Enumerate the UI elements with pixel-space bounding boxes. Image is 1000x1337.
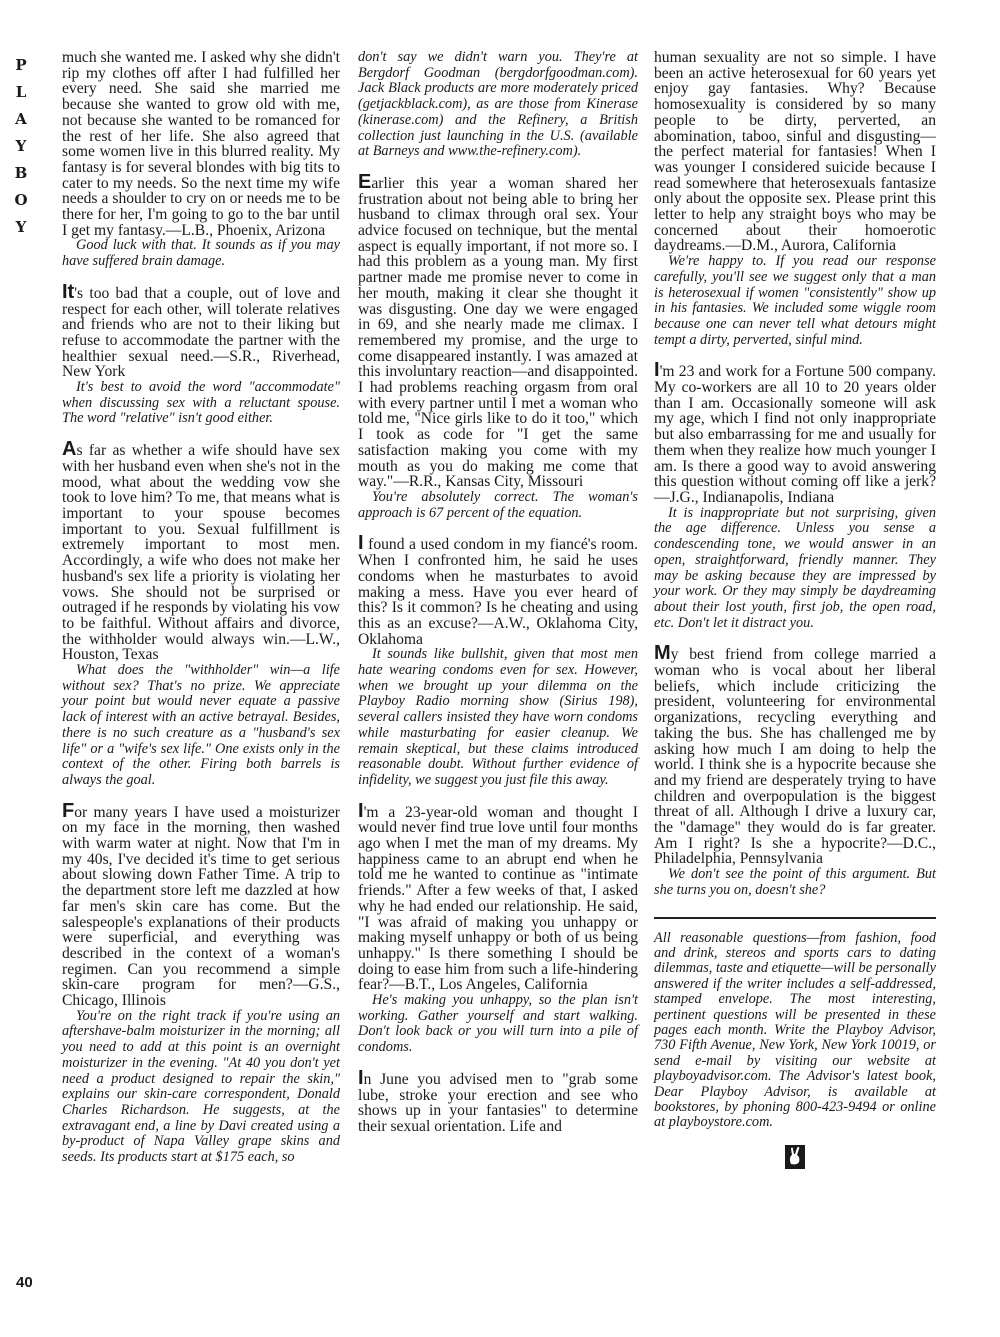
letter-text <box>62 280 340 381</box>
advisor-reply: You're on the right track if you're using an aftershave-balm moisturizer in the morning; all you need to add at this point is an overnight moisturizer in the evening. "At 40 you don't yet need a product designed to repair the skin," explains our skin-care correspondent, Donald Charles Richardson. He suggests, at the extravagant end, a line by Davi created using a by-product of Napa Valley grape skins and seeds. Its products start at $175 each, so <box>62 1007 340 1166</box>
letter-block <box>62 280 340 427</box>
advisor-reply: don't say we didn't warn you. They're at Bergdorf Goodman (bergdorfgoodman.com). Jack Black products are more moderately priced (getjackblack.com), as are those from Kinerase (kinerase.com) and the Refinery, a British collection just launching in the U.S. (available at Barneys and www.the-refinery.com). <box>358 49 638 160</box>
advisor-reply: He's making you unhappy, so the plan isn't working. Gather yourself and start walking. Don't look back or you will turn into a pile of condoms. <box>358 992 638 1056</box>
drop-letter: I <box>654 359 660 382</box>
letter-text <box>62 50 340 238</box>
drop-letter: F <box>62 799 75 822</box>
letter-body: n June you advised men to "grab some lube, stroke your erection and see who shows up in your fantasies" to determine their sexual orientation. Life and <box>358 1070 638 1135</box>
letter-block <box>654 50 936 348</box>
letter-block <box>358 799 638 1056</box>
letter-block <box>654 359 936 631</box>
letter-body: or many years I have used a moisturizer on my face in the morning, then washed with warm water at night. Now that I'm in my 40s, I've decided it's time to get serious about slowing down Father Time. A trip to the department store left me dazzled at how far men's skin care has come. But the salespeople's explanations of their products were superficial, and everything was described in the context of a woman's regimen. Can you recommend a simple skin-care program for men?—G.S., Chicago, Illinois <box>62 803 340 1010</box>
letter-text <box>62 799 340 1010</box>
letter-text <box>654 642 936 868</box>
letter-block <box>654 642 936 898</box>
letter-body: arlier this year a woman shared her frustration about not being able to bring her husband to climax through oral sex. Your advice focused on technique, but the mental aspect is equally important, if not more so. I had this problem as a young man. My first partner made me promise never to come in her mouth, making it clear she thought it was disgusting. One day we were engaged in 69, and she nearly made me climax. I remembered my promise, and the urge to come disappeared instantly. I was amazed at this involuntary reaction—and disappointed. I had problems reaching orgasm from oral with every partner until I met a woman who told me, "Nice girls like to do it too," which I took as code for "I get the same satisfaction making you come with my mouth as you do making me come that way."—R.R., Kansas City, Missouri <box>358 174 638 491</box>
drop-letter: It <box>62 280 75 303</box>
letter-block <box>358 532 638 788</box>
advisor-reply: It sounds like bullshit, given that most men hate wearing condoms even for sex. However, when we brought up your dilemma on the Playboy Radio morning show (Sirius 198), several callers insisted they have worn condoms while masturbating for easier cleanup. We remain skeptical, but these claims introduced reasonable doubt. Without further evidence of infidelity, we suggest you just file this away. <box>358 646 638 788</box>
letter-body: 'm a 23-year-old woman and thought I would never find true love until four months ago when I met the man of my dreams. My happiness came to an abrupt end when he told me he wanted to continue as "intimate friends." After a few weeks of that, I asked why he had ended our relationship. He said, "I was afraid of making you unhappy or making myself unhappy or both of us being unhappy." Is there something I should be doing to ease him from such a life-hindering fear?—B.T., Los Angeles, California <box>358 803 638 994</box>
letter-body: 's too bad that a couple, out of love and respect for each other, will tolerate relatives and friends who are not to their liking but refuse to accommodate the partner with the healthier sexual need.—S.R., Riverhead, New York <box>62 284 340 381</box>
footer-note-text: All reasonable questions—from fashion, food and drink, stereos and sports cars to dating dilemmas, taste and etiquette—will be personally answered if the writer includes a self-addressed, stamped envelope. The most interesting, pertinent questions will be presented in these pages each month. Write the Playboy Advisor, 730 Fifth Avenue, New York, New York 10019, or send e-mail by visiting our website at playboyadvisor.com. The Advisor's latest book, Dear Playboy Advisor, is available at bookstores, by phoning 800-423-9494 or online at playboystore.com. <box>654 929 936 1131</box>
drop-letter: A <box>62 438 77 461</box>
advisor-footer-note <box>654 917 936 1169</box>
masthead-letter: Y <box>15 137 27 155</box>
letter-text <box>358 1066 638 1135</box>
letter-body: human sexuality are not so simple. I have been an active heterosexual for 60 years yet enjoy gay fantasies. Why? Because homosexuality is considered by so many people to be dirty, perverted, an abomination, taboo, sinful and disgusting—the perfect material for fantasies! When I was younger I considered suicide because I read somewhere that heterosexuals fantasize only about the opposite sex. Please print this letter to help any straight boys who may be concerned about their homoerotic daydreams.—D.M., Aurora, California <box>654 49 936 255</box>
letter-block <box>62 438 340 788</box>
masthead-letter: P <box>15 56 27 74</box>
letter-body: 'm 23 and work for a Fortune 500 company. My co-workers are all 10 to 20 years older than I am. Occasionally someone will ask my age, which I find not only inappropriate but also embarrassing for me and usually for them when they realize how much younger I am. Is there a good way to avoid answering this question without coming off like a jerk?—J.G., Indianapolis, Indiana <box>654 363 936 506</box>
column-1 <box>62 50 340 1166</box>
letter-block <box>358 1066 638 1135</box>
drop-letter: M <box>654 642 671 665</box>
letter-block <box>358 170 638 521</box>
drop-letter: I <box>358 1066 364 1089</box>
drop-letter: I <box>358 532 364 555</box>
letter-text <box>654 359 936 506</box>
drop-letter: E <box>358 170 372 193</box>
letter-text <box>358 170 638 491</box>
letter-text <box>358 532 638 648</box>
letter-text <box>358 799 638 994</box>
advisor-reply: You're absolutely correct. The woman's approach is 67 percent of the equation. <box>358 488 638 521</box>
column-2 <box>358 50 638 1135</box>
masthead-letter: Y <box>15 218 27 236</box>
letter-body: s far as whether a wife should have sex with her husband even when she's not in the mood, what about the wedding vow she took to love him? To me, that means what is important to your spouse becomes important to you. Sexual fulfillment is extremely important to most men. Accordingly, a wife who does not make her husband's sex life a priority is violating her vows. She should not be surprised or outraged if he responds by violating his vow to be faithful. Without affairs and divorce, the withholder would always win.—L.W., Houston, Texas <box>62 442 340 664</box>
letter-body: much she wanted me. I asked why she didn't rip my clothes off after I had fulfilled her every need. She said she married me because she wanted to grow old with me, not because she wanted to be romanced for the rest of her life. She also agreed that some women live in this blurred reality. My fantasy is for several blondes with big tits to cater to my needs. So the next time my wife needs a shoulder to cry on or needs me to be there for her, I'm going to go to the bar until I get my fantasy.—L.B., Phoenix, Arizona <box>62 49 340 239</box>
letter-text <box>654 50 936 254</box>
advisor-reply: What does the "withholder" win—a life without sex? That's no prize. We appreciate your point but would never equate a passive lack of interest with an active betrayal. Besides, there is no such creature as a "husband's sex life" or a "wife's sex life." One exists only in the context of the other. Firing both barrels is always the goal. <box>62 662 340 788</box>
letter-body: y best friend from college married a woman who is vocal about her liberal beliefs, which include criticizing the president, volunteering for environmental organizations, recycling everything and taking the bus. She has challenged me by asking how much I am doing to help the world. I think she is a hypocrite because she and my friend are desperately trying to have children and overpopulation is the biggest threat of all. Although I drive a luxury car, the "damage" they would do is far greater. Am I right? Is she a hypocrite?—D.C., Philadelphia, Pennsylvania <box>654 646 936 868</box>
vertical-masthead <box>10 52 32 241</box>
masthead-letter: O <box>14 191 28 209</box>
advisor-reply: We don't see the point of this argument. But she turns you on, doesn't she? <box>654 866 936 898</box>
advisor-reply: It's best to avoid the word "accommodate" when discussing sex with a reluctant spouse. The word "relative" isn't good either. <box>62 379 340 427</box>
page-number: 40 <box>16 1274 33 1291</box>
masthead-letter: L <box>15 83 27 101</box>
advisor-reply: It is inappropriate but not surprising, given the age difference. Unless you sense a condescending tone, we would answer in an open, straightforward, friendly manner. They may be asking because they are impressed by your work. Or they may simply be daydreaming about their lost youth, first job, the open road, etc. Don't let it distract you. <box>654 504 936 631</box>
letter-block <box>62 799 340 1166</box>
masthead-letter: B <box>14 164 28 182</box>
masthead-letter: A <box>15 110 27 128</box>
rabbit-head-icon <box>785 1145 805 1169</box>
column-3 <box>654 50 936 1169</box>
drop-letter: I <box>358 799 364 822</box>
letter-body: found a used condom in my fiancé's room. When I confronted him, he said he uses condoms when he masturbates to avoid making a mess. Have you ever heard of this? Is it common? Is he cheating and using this as an excuse?—A.W., Oklahoma City, Oklahoma <box>358 536 638 648</box>
letter-text <box>62 438 340 664</box>
letter-block <box>358 50 638 160</box>
advisor-reply: Good luck with that. It sounds as if you may have suffered brain damage. <box>62 237 340 270</box>
letter-block <box>62 50 340 270</box>
advisor-reply: We're happy to. If you read our response carefully, you'll see we suggest only that a man is heterosexual if women "consistently" show up in his fantasies. We included some wiggle room because one can never tell what detours might tempt a dirty, perverted, sinful mind. <box>654 253 936 348</box>
